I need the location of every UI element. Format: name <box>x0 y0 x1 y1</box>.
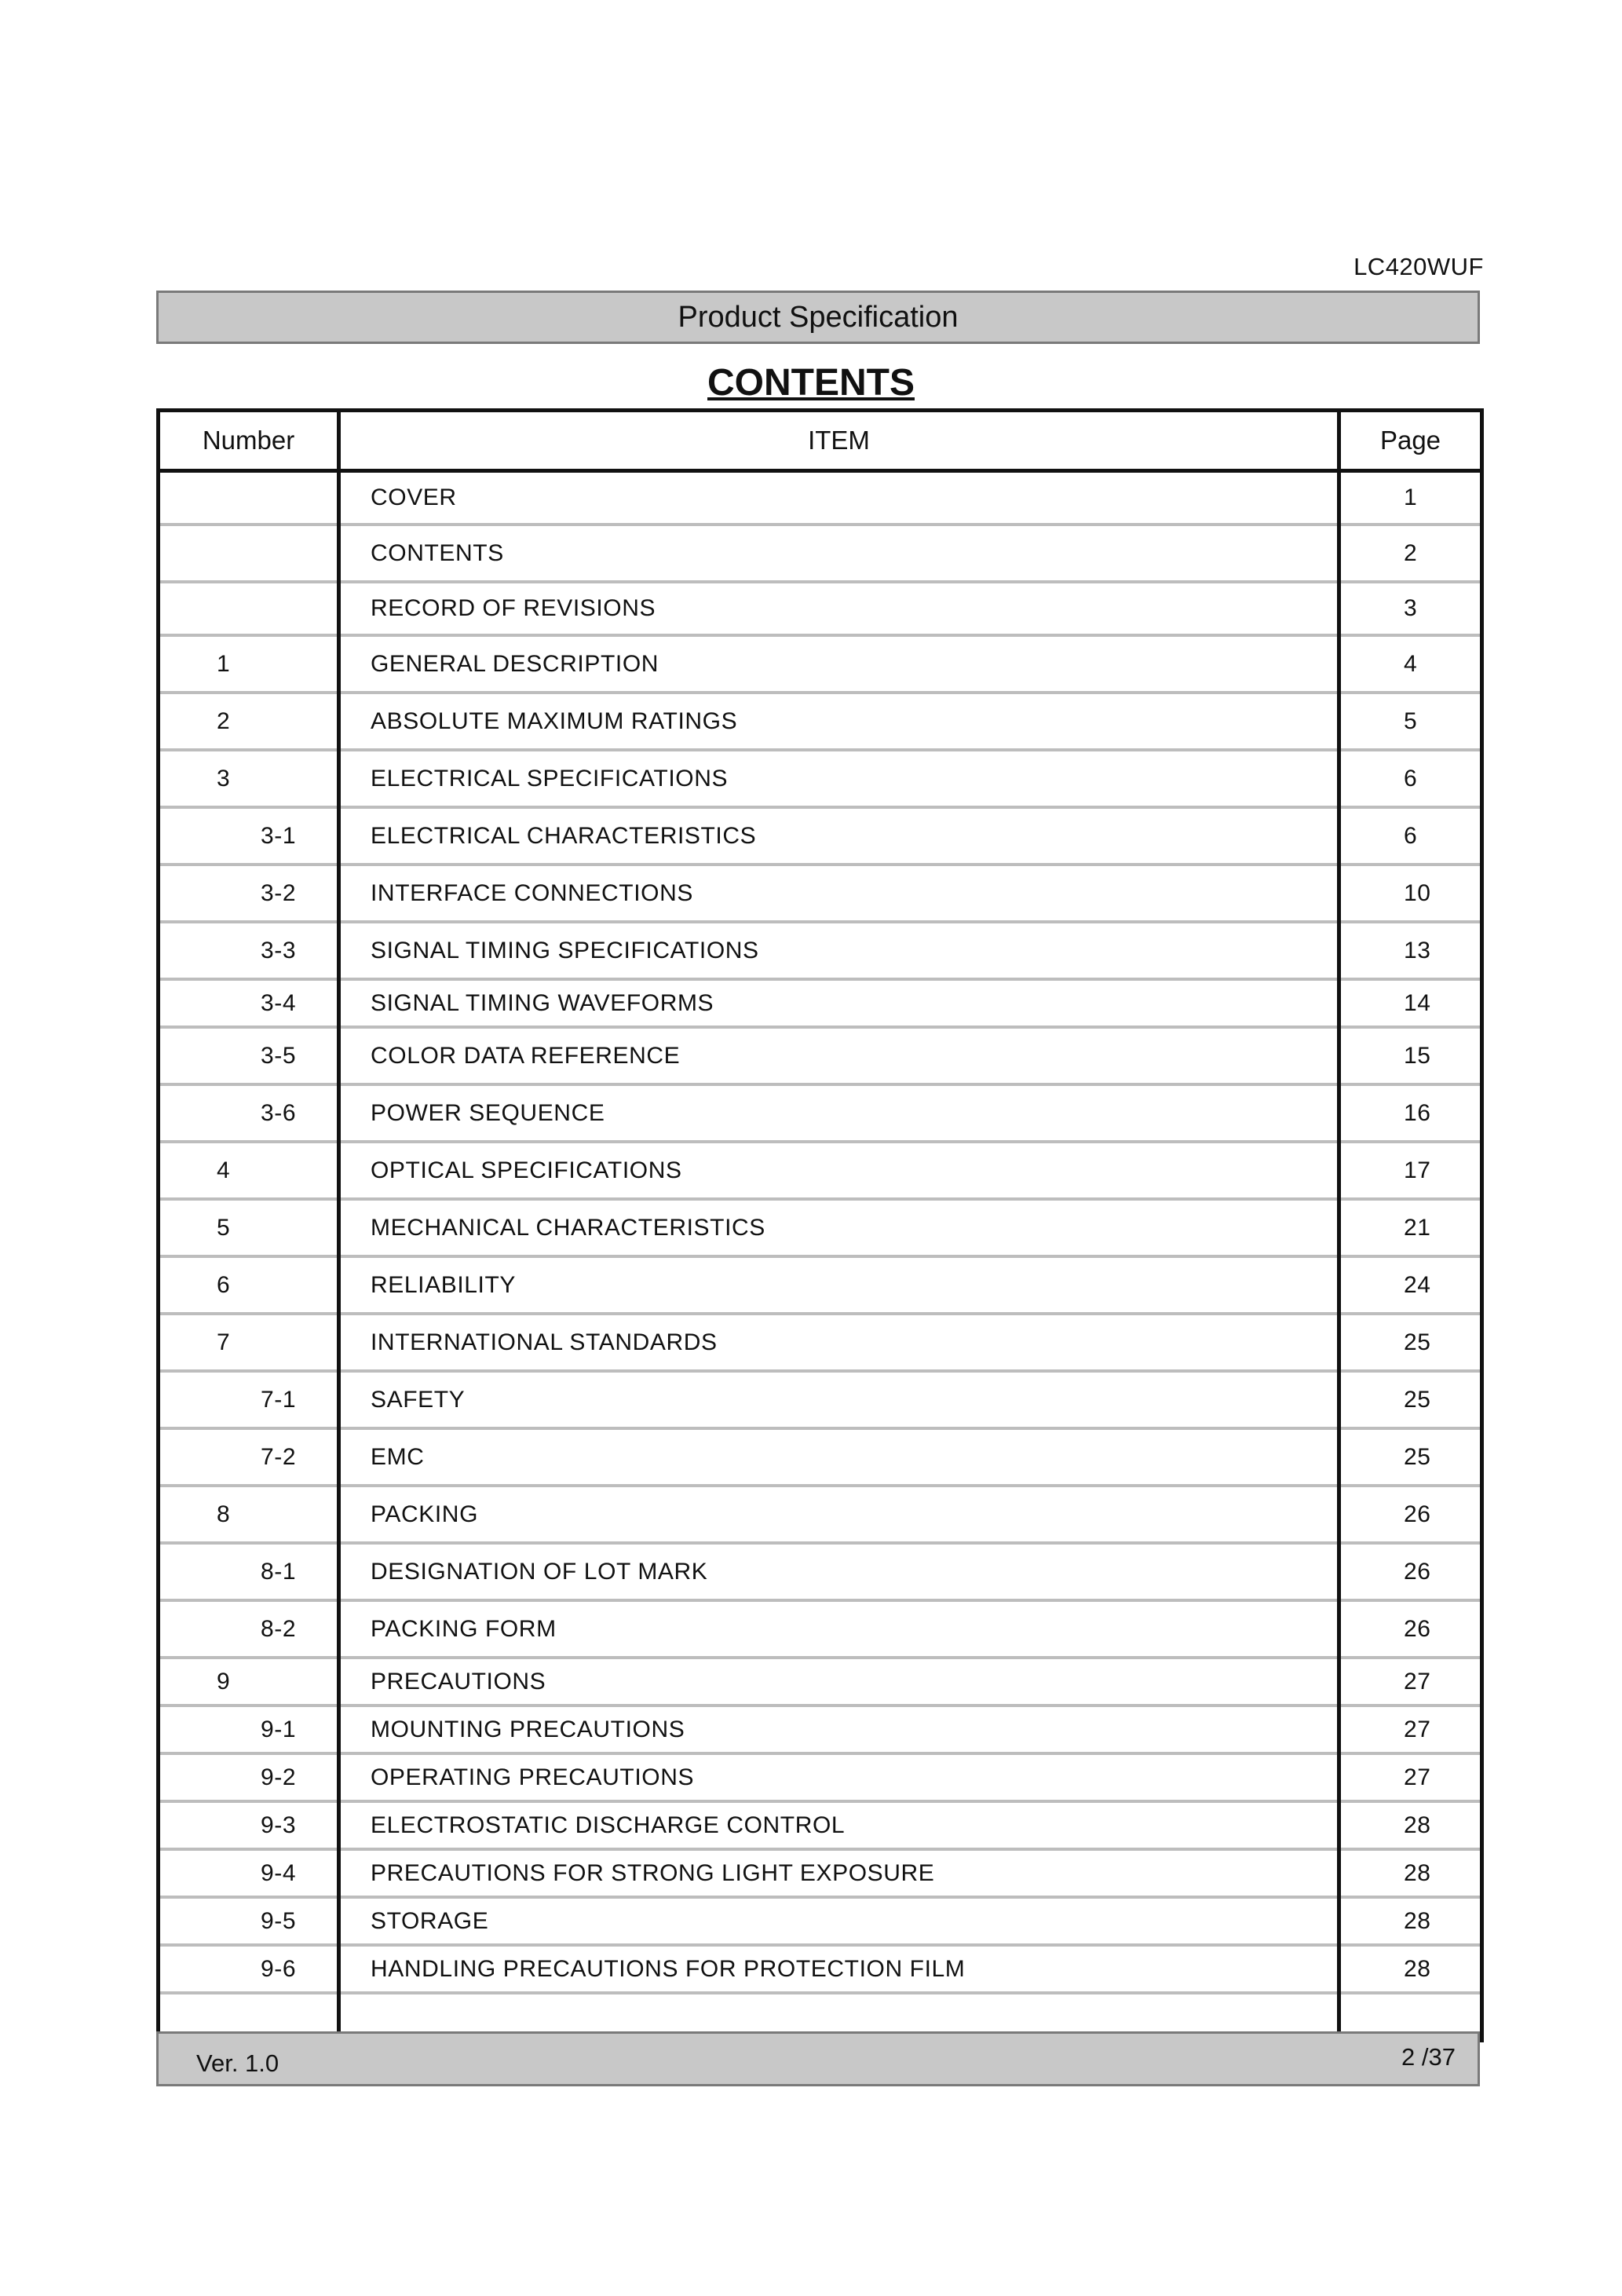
section-number: 3-6 <box>159 1084 339 1142</box>
table-row <box>159 1945 1482 1993</box>
section-title: ABSOLUTE MAXIMUM RATINGS <box>339 693 1339 750</box>
page-ref: 13 <box>1339 922 1482 979</box>
page-ref: 25 <box>1339 1428 1482 1486</box>
section-number: 3-5 <box>159 1027 339 1084</box>
model-number: LC420WUF <box>1353 253 1484 280</box>
table-row <box>159 1486 1482 1543</box>
section-number: 1 <box>159 635 339 693</box>
table-row <box>159 693 1482 750</box>
section-number: 9 <box>159 1658 339 1706</box>
section-number: 6 <box>159 1256 339 1314</box>
section-title: PACKING <box>339 1486 1339 1543</box>
page-ref: 25 <box>1339 1314 1482 1371</box>
page-ref: 27 <box>1339 1658 1482 1706</box>
column-header-page: Page <box>1339 411 1482 471</box>
section-title: POWER SEQUENCE <box>339 1084 1339 1142</box>
page-ref: 2 <box>1339 525 1482 582</box>
section-title: RELIABILITY <box>339 1256 1339 1314</box>
page-ref: 27 <box>1339 1706 1482 1753</box>
section-number: 3-1 <box>159 807 339 865</box>
section-title: PRECAUTIONS FOR STRONG LIGHT EXPOSURE <box>339 1849 1339 1897</box>
section-number: 9-4 <box>159 1849 339 1897</box>
section-title: PACKING FORM <box>339 1600 1339 1658</box>
section-number: 3-3 <box>159 922 339 979</box>
section-number: 8-2 <box>159 1600 339 1658</box>
page-ref: 24 <box>1339 1256 1482 1314</box>
section-number: 9-5 <box>159 1897 339 1945</box>
section-number <box>159 471 339 525</box>
section-number: 9-1 <box>159 1706 339 1753</box>
table-row <box>159 1897 1482 1945</box>
table-row <box>159 1543 1482 1600</box>
section-title: MOUNTING PRECAUTIONS <box>339 1706 1339 1753</box>
table-row <box>159 635 1482 693</box>
contents-table <box>156 408 1484 2042</box>
table-row <box>159 807 1482 865</box>
section-title: EMC <box>339 1428 1339 1486</box>
section-number: 7 <box>159 1314 339 1371</box>
section-title: GENERAL DESCRIPTION <box>339 635 1339 693</box>
table-row <box>159 922 1482 979</box>
section-title: INTERFACE CONNECTIONS <box>339 865 1339 922</box>
table-row <box>159 1199 1482 1256</box>
section-number: 5 <box>159 1199 339 1256</box>
footer-bar <box>156 2031 1480 2086</box>
table-row <box>159 1658 1482 1706</box>
section-title: RECORD OF REVISIONS <box>339 582 1339 635</box>
table-row <box>159 750 1482 807</box>
section-number: 9-3 <box>159 1801 339 1849</box>
section-number: 8 <box>159 1486 339 1543</box>
section-title: INTERNATIONAL STANDARDS <box>339 1314 1339 1371</box>
section-title: CONTENTS <box>339 525 1339 582</box>
table-row <box>159 1428 1482 1486</box>
page-ref: 17 <box>1339 1142 1482 1199</box>
page-ref: 1 <box>1339 471 1482 525</box>
table-row <box>159 1706 1482 1753</box>
section-title: HANDLING PRECAUTIONS FOR PROTECTION FILM <box>339 1945 1339 1993</box>
section-number: 7-2 <box>159 1428 339 1486</box>
page-ref: 28 <box>1339 1897 1482 1945</box>
table-row <box>159 1371 1482 1428</box>
page-ref: 6 <box>1339 807 1482 865</box>
page-ref: 10 <box>1339 865 1482 922</box>
section-title: OPERATING PRECAUTIONS <box>339 1753 1339 1801</box>
section-number: 3-2 <box>159 865 339 922</box>
table-row <box>159 1801 1482 1849</box>
page-ref: 27 <box>1339 1753 1482 1801</box>
section-number: 9-6 <box>159 1945 339 1993</box>
page-ref: 26 <box>1339 1486 1482 1543</box>
section-title: PRECAUTIONS <box>339 1658 1339 1706</box>
section-number: 7-1 <box>159 1371 339 1428</box>
page-title: CONTENTS <box>707 362 915 404</box>
section-title: OPTICAL SPECIFICATIONS <box>339 1142 1339 1199</box>
page-ref: 6 <box>1339 750 1482 807</box>
section-number <box>159 582 339 635</box>
section-number: 3-4 <box>159 979 339 1027</box>
spec-title: Product Specification <box>678 300 959 334</box>
table-row <box>159 1084 1482 1142</box>
version-label: Ver. 1.0 <box>196 2049 279 2077</box>
column-header-number: Number <box>159 411 339 471</box>
page-ref: 3 <box>1339 582 1482 635</box>
page-ref: 21 <box>1339 1199 1482 1256</box>
spec-title-bar <box>156 291 1480 344</box>
section-number: 4 <box>159 1142 339 1199</box>
section-title: ELECTROSTATIC DISCHARGE CONTROL <box>339 1801 1339 1849</box>
table-row <box>159 1256 1482 1314</box>
table-row <box>159 1142 1482 1199</box>
table-row <box>159 865 1482 922</box>
section-title: COLOR DATA REFERENCE <box>339 1027 1339 1084</box>
section-number <box>159 525 339 582</box>
section-title: DESIGNATION OF LOT MARK <box>339 1543 1339 1600</box>
page-ref: 26 <box>1339 1543 1482 1600</box>
page-number: 2 /37 <box>1401 2043 1456 2071</box>
table-row <box>159 1027 1482 1084</box>
section-number: 8-1 <box>159 1543 339 1600</box>
section-title: SIGNAL TIMING SPECIFICATIONS <box>339 922 1339 979</box>
table-row <box>159 525 1482 582</box>
section-title: STORAGE <box>339 1897 1339 1945</box>
header-row <box>159 411 1482 471</box>
section-number: 2 <box>159 693 339 750</box>
page-ref: 28 <box>1339 1849 1482 1897</box>
table-row <box>159 582 1482 635</box>
page-ref: 25 <box>1339 1371 1482 1428</box>
table-row <box>159 979 1482 1027</box>
page-ref: 26 <box>1339 1600 1482 1658</box>
table-row <box>159 1753 1482 1801</box>
section-title: COVER <box>339 471 1339 525</box>
column-header-item: ITEM <box>339 411 1339 471</box>
section-title: ELECTRICAL SPECIFICATIONS <box>339 750 1339 807</box>
page-ref: 28 <box>1339 1801 1482 1849</box>
page-ref: 14 <box>1339 979 1482 1027</box>
section-title: SAFETY <box>339 1371 1339 1428</box>
section-title: SIGNAL TIMING WAVEFORMS <box>339 979 1339 1027</box>
section-number: 3 <box>159 750 339 807</box>
page-ref: 5 <box>1339 693 1482 750</box>
table-row <box>159 471 1482 525</box>
page-ref: 15 <box>1339 1027 1482 1084</box>
page-ref: 16 <box>1339 1084 1482 1142</box>
page-ref: 4 <box>1339 635 1482 693</box>
section-title: MECHANICAL CHARACTERISTICS <box>339 1199 1339 1256</box>
section-title: ELECTRICAL CHARACTERISTICS <box>339 807 1339 865</box>
page-ref: 28 <box>1339 1945 1482 1993</box>
section-number: 9-2 <box>159 1753 339 1801</box>
table-row <box>159 1849 1482 1897</box>
table-row <box>159 1314 1482 1371</box>
table-row <box>159 1600 1482 1658</box>
